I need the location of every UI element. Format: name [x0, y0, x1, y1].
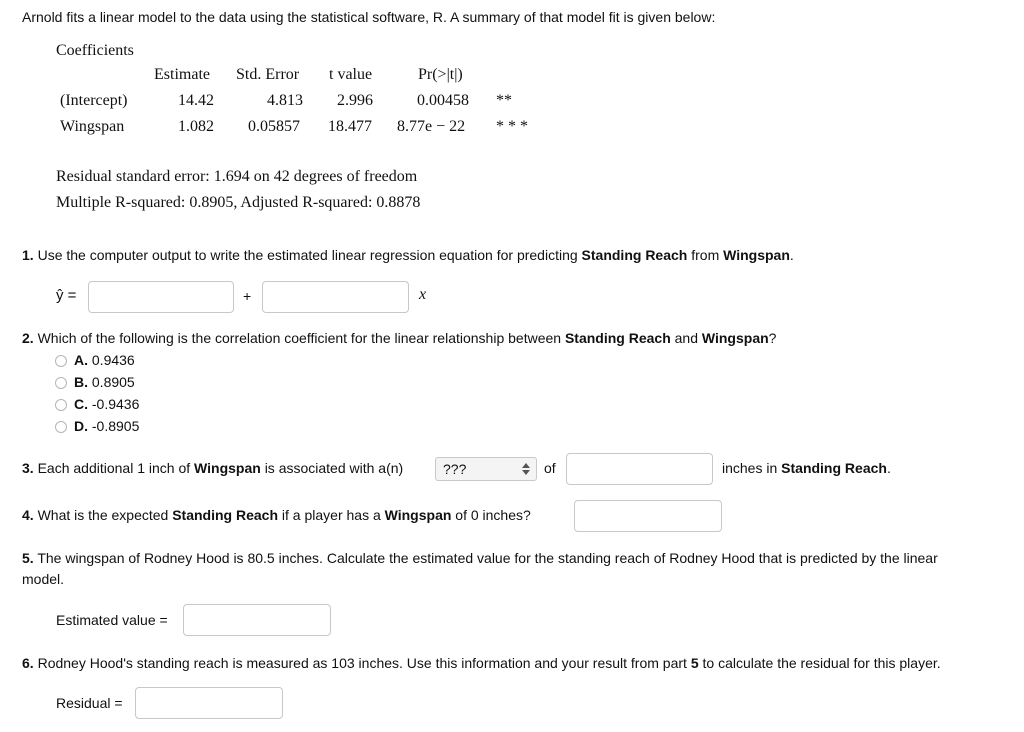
question-4-text: 4. What is the expected Standing Reach if a player has a Wingspan of 0 inches? — [22, 507, 531, 523]
col-header-p-value: Pr(>|t|) — [418, 66, 463, 83]
question-2-text: 2. Which of the following is the correlation coefficient for the linear relationship between Standing Reach and Wingspan? — [22, 330, 777, 346]
row-std-error: 4.813 — [267, 92, 303, 109]
row-signif: ** — [496, 92, 512, 109]
question-3-text: 3. Each additional 1 inch of Wingspan is associated with a(n) — [22, 460, 404, 476]
option-letter: C. — [74, 396, 88, 412]
col-header-t-value: t value — [329, 66, 373, 83]
row-std-error: 0.05857 — [248, 118, 300, 135]
col-header-std-error: Std. Error — [236, 66, 300, 83]
row-t-value: 2.996 — [337, 92, 373, 109]
question-number: 6. — [22, 655, 34, 671]
option-letter: A. — [74, 352, 88, 368]
question-6-text: 6. Rodney Hood's standing reach is measured as 103 inches. Use this information and your result from part 5 to calculate the residual for this player. — [22, 655, 941, 671]
option-value: 0.9436 — [91, 352, 135, 368]
question-3-tail: inches in Standing Reach. — [722, 460, 891, 476]
r-squared-line: Multiple R-squared: 0.8905, Adjusted R-squared: 0.8878 — [56, 194, 421, 211]
coefficients-heading: Coefficients — [56, 42, 134, 59]
of-label: of — [544, 460, 556, 476]
x-variable-label: x — [419, 286, 427, 303]
option-value: 0.8905 — [91, 374, 135, 390]
estimated-value-label: Estimated value = — [56, 612, 168, 628]
slope-input[interactable] — [262, 281, 409, 313]
option-d-radio[interactable] — [55, 421, 67, 433]
option-letter: D. — [74, 418, 88, 434]
question-number: 4. — [22, 507, 34, 523]
plus-sign: + — [243, 288, 252, 304]
row-signif: * * * — [496, 118, 528, 135]
question-1-text: 1. Use the computer output to write the estimated linear regression equation for predicting Standing Reach from Wingspan. — [22, 247, 794, 263]
question-number: 3. — [22, 460, 34, 476]
direction-select[interactable] — [435, 457, 537, 481]
row-estimate: 14.42 — [178, 92, 214, 109]
col-header-estimate: Estimate — [154, 66, 210, 83]
row-estimate: 1.082 — [178, 118, 214, 135]
row-p-value: 0.00458 — [417, 92, 469, 109]
row-p-value: 8.77e − 22 — [397, 118, 466, 135]
option-c-radio[interactable] — [55, 399, 67, 411]
option-b-radio[interactable] — [55, 377, 67, 389]
row-name: (Intercept) — [60, 92, 128, 109]
question-5-text-line2: model. — [22, 571, 65, 587]
residual-input[interactable] — [135, 687, 283, 719]
residual-label: Residual = — [56, 695, 123, 711]
intro-text: Arnold fits a linear model to the data using the statistical software, R. A summary of that model fit is given below: — [22, 9, 716, 25]
y-hat-label: ŷ = — [56, 287, 77, 304]
intercept-input[interactable] — [88, 281, 234, 313]
expected-reach-input[interactable] — [574, 500, 722, 532]
question-number: 5. — [22, 550, 34, 566]
option-value: -0.9436 — [91, 396, 140, 412]
option-value: -0.8905 — [91, 418, 140, 434]
change-amount-input[interactable] — [566, 453, 713, 485]
select-arrows-icon — [522, 462, 530, 476]
question-number: 2. — [22, 330, 34, 346]
question-5-text: 5. The wingspan of Rodney Hood is 80.5 inches. Calculate the estimated value for the standing reach of Rodney Hood that is predicted by the linear — [22, 550, 938, 566]
row-name: Wingspan — [60, 118, 125, 135]
question-number: 1. — [22, 247, 34, 263]
option-letter: B. — [74, 374, 88, 390]
estimated-value-input[interactable] — [183, 604, 331, 636]
row-t-value: 18.477 — [328, 118, 372, 135]
option-a-radio[interactable] — [55, 355, 67, 367]
direction-select-value: ??? — [443, 461, 467, 477]
residual-se-line: Residual standard error: 1.694 on 42 degrees of freedom — [56, 168, 418, 185]
